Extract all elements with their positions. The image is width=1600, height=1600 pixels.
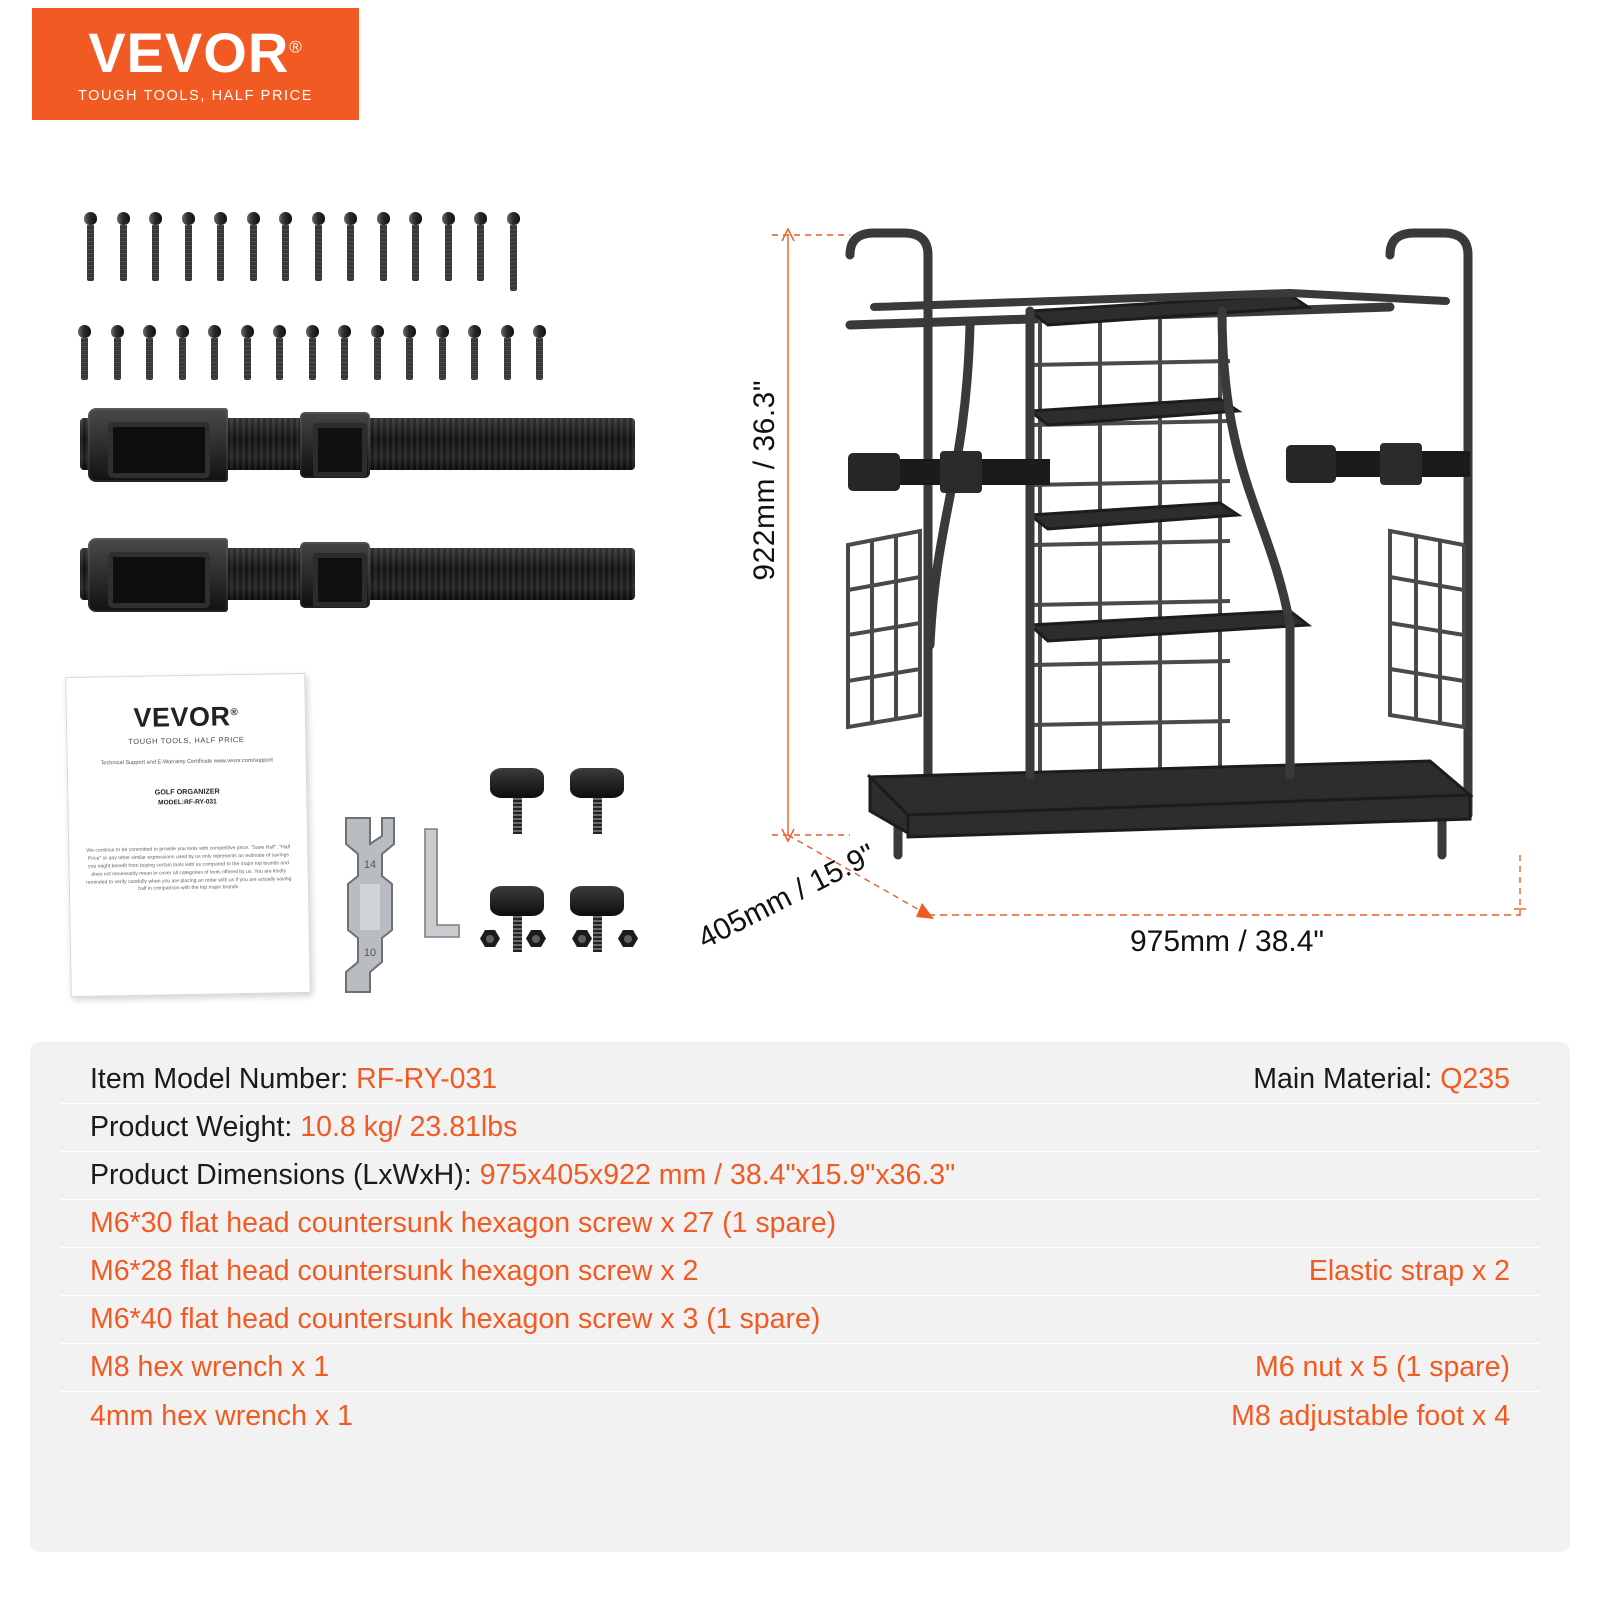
brand-name: VEVOR — [88, 20, 290, 84]
hex-wrench-4mm: 4mm hex wrench x 1 — [90, 1399, 353, 1432]
hex-key-icon — [415, 825, 475, 965]
spec-value: 975x405x922 mm / 38.4"x15.9"x36.3" — [479, 1159, 956, 1191]
spec-row — [60, 1056, 1540, 1104]
spec-row — [60, 1200, 1540, 1248]
manual-title: GOLF ORGANIZER — [154, 786, 220, 797]
m8-adjustable-foot: M8 adjustable foot x 4 — [1231, 1399, 1510, 1432]
spec-label: Product Weight: — [90, 1111, 293, 1143]
wrench-size-bottom: 10 — [363, 947, 377, 959]
vevor-logo — [32, 8, 359, 120]
spec-row — [60, 1248, 1540, 1296]
screw-icon — [338, 325, 351, 380]
elastic-strap-item — [80, 408, 635, 482]
screw-m6x40: M6*40 flat head countersunk hexagon screw x 3 (1 spare) — [90, 1303, 821, 1335]
registered-mark: ® — [289, 36, 303, 56]
brand-name-text — [88, 20, 303, 84]
buckle-icon — [88, 408, 228, 482]
screw-m6x28: M6*28 flat head countersunk hexagon screw x 2 — [90, 1255, 699, 1287]
product-image — [730, 215, 1580, 1005]
nut-icon — [526, 930, 546, 947]
elastic-strap-item — [80, 538, 635, 612]
nut-icon — [480, 930, 500, 947]
adjustable-foot-icon — [570, 768, 624, 838]
screw-icon — [507, 212, 520, 291]
screw-icon — [117, 212, 130, 291]
screw-icon — [176, 325, 189, 380]
screw-icon — [149, 212, 162, 291]
screw-icon — [442, 212, 455, 291]
screw-icon — [377, 212, 390, 291]
item-model-number — [90, 1063, 497, 1096]
screw-icon — [273, 325, 286, 380]
spec-label: Main Material: — [1253, 1063, 1433, 1095]
screw-icon — [371, 325, 384, 380]
spec-label: Item Model Number: — [90, 1063, 349, 1095]
screw-icon — [241, 325, 254, 380]
screw-icon — [208, 325, 221, 380]
screw-row-long — [84, 212, 520, 291]
manual-tagline: TOUGH TOOLS, HALF PRICE — [128, 735, 245, 747]
screw-icon — [111, 325, 124, 380]
nut-icon — [618, 930, 638, 947]
screw-icon — [533, 325, 546, 380]
screw-icon — [78, 325, 91, 380]
screw-icon — [344, 212, 357, 291]
screw-icon — [403, 325, 416, 380]
depth-dimension-label: 405mm / 15.9" — [692, 837, 881, 956]
screw-icon — [279, 212, 292, 291]
manual-body-text: We continue to be committed to provide you tools with competitive price. "Save Half", "Half Price" or any other similar expressions used by us only represents an estimate of savings you might benefit from buying certain tools with us compared to the major top brands and does not necessarily mean to cover all categories of tools offered by us. You are kindly reminded to verify carefully when you are placing an order with us if you are actually saving half in comparison with the top major brands. — [86, 844, 292, 893]
adjustable-feet-group — [490, 768, 630, 1008]
buckle-icon — [88, 538, 228, 612]
manual-support-line: Technical Support and E-Warranty Certificate www.vevor.com/support — [100, 757, 273, 767]
spec-label: Product Dimensions (LxWxH): — [90, 1159, 472, 1191]
spec-row — [60, 1392, 1540, 1440]
spec-value: Q235 — [1440, 1063, 1510, 1095]
spec-value: 10.8 kg/ 23.81lbs — [300, 1111, 518, 1143]
product-dimensions — [90, 1159, 955, 1192]
screw-icon — [214, 212, 227, 291]
product-weight — [90, 1111, 517, 1144]
adjustable-foot-icon — [490, 768, 544, 838]
height-dimension-label: 922mm / 36.3" — [748, 380, 781, 581]
screw-icon — [501, 325, 514, 380]
specification-panel — [30, 1042, 1570, 1552]
screw-row-short — [78, 325, 546, 380]
screw-icon — [247, 212, 260, 291]
brand-tagline: TOUGH TOOLS, HALF PRICE — [77, 87, 313, 104]
spec-value: RF-RY-031 — [356, 1063, 498, 1095]
wrench-size-top: 14 — [363, 859, 377, 871]
slider-icon — [300, 412, 370, 478]
spec-row — [60, 1152, 1540, 1200]
screw-icon — [474, 212, 487, 291]
manual-brand: VEVOR® — [133, 701, 239, 733]
screw-icon — [84, 212, 97, 291]
manual-model: MODEL:RF-RY-031 — [158, 798, 217, 807]
main-material — [1253, 1063, 1510, 1096]
open-end-wrench-icon — [330, 810, 410, 1000]
instruction-manual — [65, 673, 311, 997]
nut-icon — [572, 930, 592, 947]
elastic-strap: Elastic strap x 2 — [1308, 1255, 1510, 1287]
m8-hex-wrench: M8 hex wrench x 1 — [90, 1351, 330, 1383]
screw-icon — [436, 325, 449, 380]
screw-icon — [409, 212, 422, 291]
screw-icon — [143, 325, 156, 380]
screw-icon — [306, 325, 319, 380]
screw-m6x30: M6*30 flat head countersunk hexagon screw x 27 (1 spare) — [90, 1207, 837, 1239]
nut-group — [480, 930, 638, 947]
m6-nut: M6 nut x 5 (1 spare) — [1254, 1351, 1510, 1383]
spec-row — [60, 1296, 1540, 1344]
screw-icon — [182, 212, 195, 291]
width-dimension-label: 975mm / 38.4" — [1130, 925, 1325, 958]
parts-illustration — [0, 170, 720, 1020]
spec-row — [60, 1104, 1540, 1152]
slider-icon — [300, 542, 370, 608]
screw-icon — [312, 212, 325, 291]
screw-icon — [468, 325, 481, 380]
spec-row — [60, 1344, 1540, 1392]
